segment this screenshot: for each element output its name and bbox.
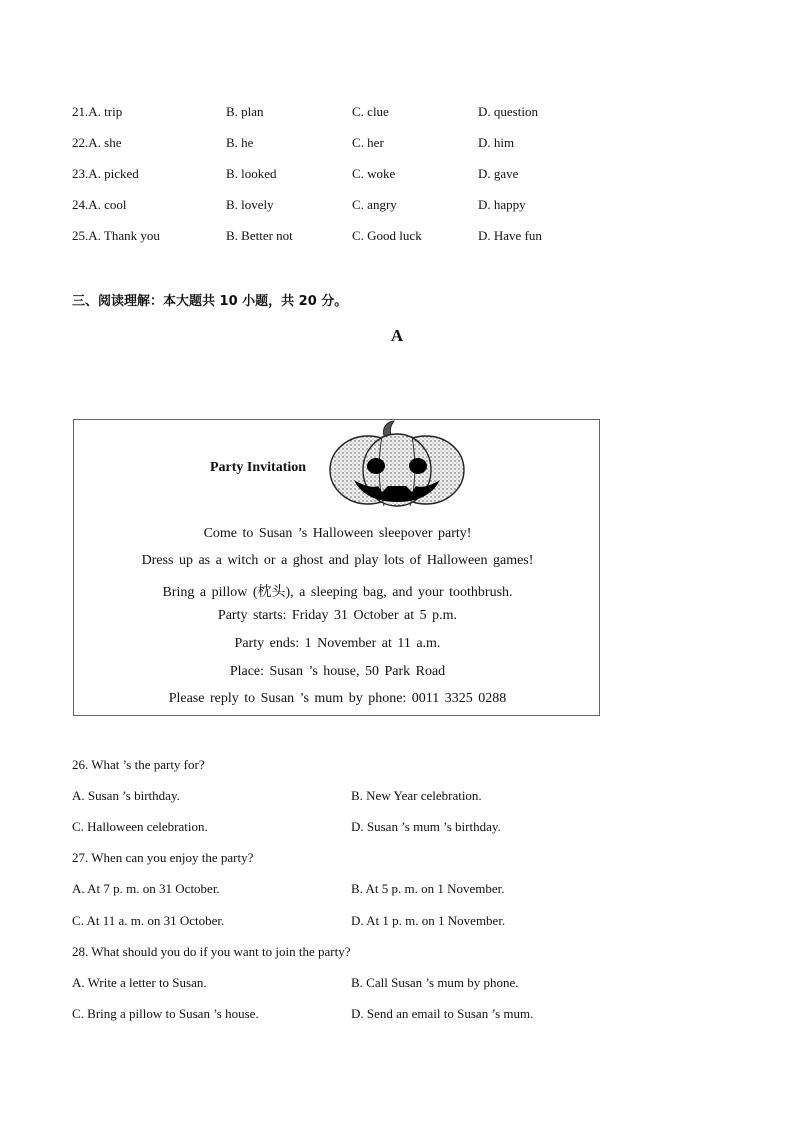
invitation-title: Party Invitation [210,460,307,475]
option-c: C. angry [352,197,397,212]
answer-option: D. Send an email to Susan ’s mum. [351,1006,534,1021]
question-stem: 28. What should you do if you want to join the party? [72,944,351,959]
invitation-line: Bring a pillow (枕头), a sleeping bag, and your toothbrush. [162,585,513,600]
option-b: B. Better not [226,228,293,243]
option-b: B. lovely [226,197,274,212]
answer-option: A. Write a letter to Susan. [72,975,207,990]
option-d: D. happy [478,197,526,212]
answer-option: A. Susan ’s birthday. [72,788,180,803]
option-c: C. her [352,135,384,150]
option-d: D. gave [478,166,519,181]
answer-option: B. At 5 p. m. on 1 November. [351,881,505,896]
answer-option: B. New Year celebration. [351,788,482,803]
question-stem: 26. What ’s the party for? [72,757,205,772]
answer-option: C. Bring a pillow to Susan ’s house. [72,1006,259,1021]
section-heading: 三、阅读理解：本大题共 10 小题，共 20 分。 [72,294,348,309]
option-c: C. clue [352,104,389,119]
answer-option: A. At 7 p. m. on 31 October. [72,881,220,896]
answer-option: D. At 1 p. m. on 1 November. [351,913,506,928]
option-b: B. looked [226,166,277,181]
option-a: 23.A. picked [72,166,139,181]
invitation-line: Party ends: 1 November at 11 a.m. [234,636,441,651]
invitation-line: Party starts: Friday 31 October at 5 p.m. [217,608,458,623]
invitation-line: Dress up as a witch or a ghost and play lots of Halloween games! [141,553,534,568]
passage-label: A [390,326,404,345]
option-d: D. Have fun [478,228,542,243]
answer-option: C. At 11 a. m. on 31 October. [72,913,225,928]
invitation-line: Come to Susan ’s Halloween sleepover party! [203,526,472,541]
option-a: 25.A. Thank you [72,228,160,243]
question-stem: 27. When can you enjoy the party? [72,850,254,865]
answer-option: C. Halloween celebration. [72,819,208,834]
option-d: D. question [478,104,538,119]
option-d: D. him [478,135,515,150]
option-c: C. Good luck [352,228,422,243]
option-a: 24.A. cool [72,197,127,212]
jack-o-lantern-pumpkin-icon [326,420,471,512]
answer-option: D. Susan ’s mum ’s birthday. [351,819,501,834]
option-b: B. he [226,135,254,150]
option-a: 22.A. she [72,135,122,150]
option-c: C. woke [352,166,396,181]
option-a: 21.A. trip [72,104,123,119]
invitation-box [73,419,600,716]
invitation-line: Please reply to Susan ’s mum by phone: 0011 3325 0288 [168,691,507,706]
invitation-line: Place: Susan ’s house, 50 Park Road [229,664,446,679]
option-b: B. plan [226,104,264,119]
answer-option: B. Call Susan ’s mum by phone. [351,975,519,990]
